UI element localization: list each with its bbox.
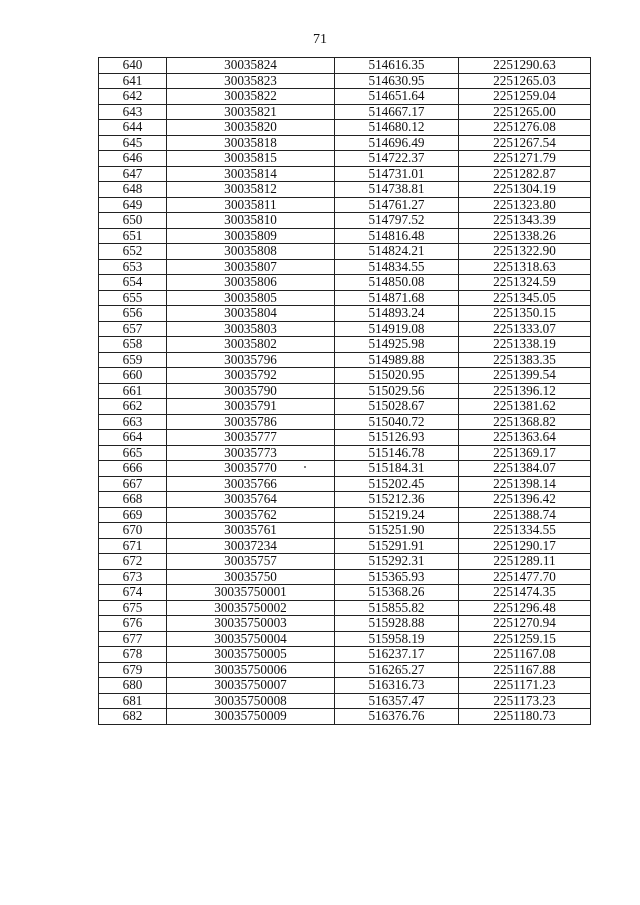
point-id-cell: 30035806 xyxy=(167,275,335,291)
row-index-cell: 647 xyxy=(99,166,167,182)
row-index-cell: 674 xyxy=(99,585,167,601)
table-row xyxy=(99,600,591,616)
y-coordinate-cell: 2251265.03 xyxy=(459,73,591,89)
point-id-cell: 30035802 xyxy=(167,337,335,353)
row-index-cell: 667 xyxy=(99,476,167,492)
point-id-cell: 30035766 xyxy=(167,476,335,492)
point-id-cell: 30035786 xyxy=(167,414,335,430)
y-coordinate-cell: 2251276.08 xyxy=(459,120,591,136)
x-coordinate-cell: 514989.88 xyxy=(335,352,459,368)
row-index-cell: 641 xyxy=(99,73,167,89)
x-coordinate-cell: 515040.72 xyxy=(335,414,459,430)
y-coordinate-cell: 2251381.62 xyxy=(459,399,591,415)
table-row xyxy=(99,492,591,508)
y-coordinate-cell: 2251369.17 xyxy=(459,445,591,461)
y-coordinate-cell: 2251323.80 xyxy=(459,197,591,213)
point-id-cell: 30035808 xyxy=(167,244,335,260)
y-coordinate-cell: 2251265.00 xyxy=(459,104,591,120)
point-id-cell: 30035796 xyxy=(167,352,335,368)
y-coordinate-cell: 2251338.26 xyxy=(459,228,591,244)
y-coordinate-cell: 2251343.39 xyxy=(459,213,591,229)
row-index-cell: 651 xyxy=(99,228,167,244)
x-coordinate-cell: 514696.49 xyxy=(335,135,459,151)
table-row xyxy=(99,197,591,213)
x-coordinate-cell: 515365.93 xyxy=(335,569,459,585)
table-row xyxy=(99,73,591,89)
row-index-cell: 659 xyxy=(99,352,167,368)
table-row xyxy=(99,554,591,570)
x-coordinate-cell: 514761.27 xyxy=(335,197,459,213)
point-id-cell: 30035824 xyxy=(167,58,335,74)
table-row xyxy=(99,647,591,663)
x-coordinate-cell: 516265.27 xyxy=(335,662,459,678)
x-coordinate-cell: 514680.12 xyxy=(335,120,459,136)
x-coordinate-cell: 516376.76 xyxy=(335,709,459,725)
y-coordinate-cell: 2251271.79 xyxy=(459,151,591,167)
row-index-cell: 675 xyxy=(99,600,167,616)
point-id-cell: 30035812 xyxy=(167,182,335,198)
table-row xyxy=(99,414,591,430)
point-id-cell: 30035750001 xyxy=(167,585,335,601)
y-coordinate-cell: 2251333.07 xyxy=(459,321,591,337)
table-row xyxy=(99,213,591,229)
table-row xyxy=(99,151,591,167)
row-index-cell: 680 xyxy=(99,678,167,694)
point-id-cell: 30035807 xyxy=(167,259,335,275)
x-coordinate-cell: 515291.91 xyxy=(335,538,459,554)
y-coordinate-cell: 2251388.74 xyxy=(459,507,591,523)
y-coordinate-cell: 2251296.48 xyxy=(459,600,591,616)
row-index-cell: 658 xyxy=(99,337,167,353)
y-coordinate-cell: 2251173.23 xyxy=(459,693,591,709)
x-coordinate-cell: 514816.48 xyxy=(335,228,459,244)
row-index-cell: 671 xyxy=(99,538,167,554)
y-coordinate-cell: 2251304.19 xyxy=(459,182,591,198)
x-coordinate-cell: 515928.88 xyxy=(335,616,459,632)
point-id-cell: 30035814 xyxy=(167,166,335,182)
table-row xyxy=(99,135,591,151)
table-row xyxy=(99,58,591,74)
table-row xyxy=(99,383,591,399)
row-index-cell: 660 xyxy=(99,368,167,384)
table-row xyxy=(99,182,591,198)
x-coordinate-cell: 514630.95 xyxy=(335,73,459,89)
point-id-cell: 30035764 xyxy=(167,492,335,508)
y-coordinate-cell: 2251398.14 xyxy=(459,476,591,492)
page-number: 71 xyxy=(313,32,327,47)
x-coordinate-cell: 514797.52 xyxy=(335,213,459,229)
table-row xyxy=(99,166,591,182)
table-row xyxy=(99,321,591,337)
x-coordinate-cell: 515126.93 xyxy=(335,430,459,446)
point-id-cell: 30035790 xyxy=(167,383,335,399)
y-coordinate-cell: 2251396.12 xyxy=(459,383,591,399)
y-coordinate-cell: 2251338.19 xyxy=(459,337,591,353)
table-row xyxy=(99,120,591,136)
table-row xyxy=(99,89,591,105)
table-row xyxy=(99,631,591,647)
x-coordinate-cell: 514824.21 xyxy=(335,244,459,260)
x-coordinate-cell: 515219.24 xyxy=(335,507,459,523)
row-index-cell: 673 xyxy=(99,569,167,585)
point-id-cell: 30035773 xyxy=(167,445,335,461)
table-row xyxy=(99,337,591,353)
y-coordinate-cell: 2251259.15 xyxy=(459,631,591,647)
y-coordinate-cell: 2251474.35 xyxy=(459,585,591,601)
point-id-cell: 30035750006 xyxy=(167,662,335,678)
point-id-cell: 30035762 xyxy=(167,507,335,523)
point-id-cell: 30035791 xyxy=(167,399,335,415)
y-coordinate-cell: 2251282.87 xyxy=(459,166,591,182)
row-index-cell: 649 xyxy=(99,197,167,213)
row-index-cell: 652 xyxy=(99,244,167,260)
row-index-cell: 656 xyxy=(99,306,167,322)
point-id-cell: 30035810 xyxy=(167,213,335,229)
row-index-cell: 650 xyxy=(99,213,167,229)
x-coordinate-cell: 516316.73 xyxy=(335,678,459,694)
table-row xyxy=(99,275,591,291)
x-coordinate-cell: 514893.24 xyxy=(335,306,459,322)
x-coordinate-cell: 515292.31 xyxy=(335,554,459,570)
table-row xyxy=(99,244,591,260)
scan-speck xyxy=(304,466,306,468)
table-row xyxy=(99,104,591,120)
point-id-cell: 30035750009 xyxy=(167,709,335,725)
x-coordinate-cell: 514667.17 xyxy=(335,104,459,120)
y-coordinate-cell: 2251396.42 xyxy=(459,492,591,508)
point-id-cell: 30035811 xyxy=(167,197,335,213)
x-coordinate-cell: 516237.17 xyxy=(335,647,459,663)
x-coordinate-cell: 515212.36 xyxy=(335,492,459,508)
row-index-cell: 669 xyxy=(99,507,167,523)
y-coordinate-cell: 2251290.63 xyxy=(459,58,591,74)
y-coordinate-cell: 2251350.15 xyxy=(459,306,591,322)
x-coordinate-cell: 514731.01 xyxy=(335,166,459,182)
point-id-cell: 30035750007 xyxy=(167,678,335,694)
table-row xyxy=(99,507,591,523)
point-id-cell: 30035815 xyxy=(167,151,335,167)
y-coordinate-cell: 2251345.05 xyxy=(459,290,591,306)
y-coordinate-cell: 2251167.08 xyxy=(459,647,591,663)
table-row xyxy=(99,569,591,585)
y-coordinate-cell: 2251270.94 xyxy=(459,616,591,632)
table-row xyxy=(99,523,591,539)
table-row xyxy=(99,352,591,368)
row-index-cell: 642 xyxy=(99,89,167,105)
table-row xyxy=(99,662,591,678)
row-index-cell: 676 xyxy=(99,616,167,632)
point-id-cell: 30035750008 xyxy=(167,693,335,709)
x-coordinate-cell: 514722.37 xyxy=(335,151,459,167)
x-coordinate-cell: 514919.08 xyxy=(335,321,459,337)
y-coordinate-cell: 2251399.54 xyxy=(459,368,591,384)
coordinates-table xyxy=(98,57,591,725)
y-coordinate-cell: 2251167.88 xyxy=(459,662,591,678)
row-index-cell: 670 xyxy=(99,523,167,539)
x-coordinate-cell: 515146.78 xyxy=(335,445,459,461)
row-index-cell: 666 xyxy=(99,461,167,477)
x-coordinate-cell: 515020.95 xyxy=(335,368,459,384)
point-id-cell: 30035818 xyxy=(167,135,335,151)
table-row xyxy=(99,476,591,492)
row-index-cell: 681 xyxy=(99,693,167,709)
row-index-cell: 665 xyxy=(99,445,167,461)
y-coordinate-cell: 2251180.73 xyxy=(459,709,591,725)
y-coordinate-cell: 2251171.23 xyxy=(459,678,591,694)
row-index-cell: 657 xyxy=(99,321,167,337)
row-index-cell: 645 xyxy=(99,135,167,151)
x-coordinate-cell: 514834.55 xyxy=(335,259,459,275)
table-row xyxy=(99,306,591,322)
row-index-cell: 661 xyxy=(99,383,167,399)
y-coordinate-cell: 2251322.90 xyxy=(459,244,591,260)
point-id-cell: 30035821 xyxy=(167,104,335,120)
row-index-cell: 677 xyxy=(99,631,167,647)
x-coordinate-cell: 515029.56 xyxy=(335,383,459,399)
point-id-cell: 30035804 xyxy=(167,306,335,322)
x-coordinate-cell: 515202.45 xyxy=(335,476,459,492)
x-coordinate-cell: 515368.26 xyxy=(335,585,459,601)
x-coordinate-cell: 515855.82 xyxy=(335,600,459,616)
point-id-cell: 30035750 xyxy=(167,569,335,585)
y-coordinate-cell: 2251324.59 xyxy=(459,275,591,291)
x-coordinate-cell: 514871.68 xyxy=(335,290,459,306)
point-id-cell: 30035822 xyxy=(167,89,335,105)
y-coordinate-cell: 2251383.35 xyxy=(459,352,591,368)
row-index-cell: 682 xyxy=(99,709,167,725)
point-id-cell: 30035823 xyxy=(167,73,335,89)
table-row xyxy=(99,538,591,554)
point-id-cell: 30035809 xyxy=(167,228,335,244)
table-row xyxy=(99,678,591,694)
row-index-cell: 654 xyxy=(99,275,167,291)
row-index-cell: 672 xyxy=(99,554,167,570)
row-index-cell: 664 xyxy=(99,430,167,446)
y-coordinate-cell: 2251267.54 xyxy=(459,135,591,151)
point-id-cell: 30035803 xyxy=(167,321,335,337)
row-index-cell: 640 xyxy=(99,58,167,74)
x-coordinate-cell: 515958.19 xyxy=(335,631,459,647)
x-coordinate-cell: 514925.98 xyxy=(335,337,459,353)
point-id-cell: 30035770 xyxy=(167,461,335,477)
table-row xyxy=(99,399,591,415)
row-index-cell: 678 xyxy=(99,647,167,663)
table-row xyxy=(99,693,591,709)
point-id-cell: 30035777 xyxy=(167,430,335,446)
point-id-cell: 30035757 xyxy=(167,554,335,570)
x-coordinate-cell: 515251.90 xyxy=(335,523,459,539)
row-index-cell: 648 xyxy=(99,182,167,198)
point-id-cell: 30035750003 xyxy=(167,616,335,632)
point-id-cell: 30035792 xyxy=(167,368,335,384)
x-coordinate-cell: 514850.08 xyxy=(335,275,459,291)
row-index-cell: 643 xyxy=(99,104,167,120)
y-coordinate-cell: 2251477.70 xyxy=(459,569,591,585)
point-id-cell: 30035805 xyxy=(167,290,335,306)
point-id-cell: 30037234 xyxy=(167,538,335,554)
row-index-cell: 653 xyxy=(99,259,167,275)
x-coordinate-cell: 514616.35 xyxy=(335,58,459,74)
row-index-cell: 662 xyxy=(99,399,167,415)
coordinates-table-body xyxy=(99,58,591,725)
point-id-cell: 30035761 xyxy=(167,523,335,539)
row-index-cell: 663 xyxy=(99,414,167,430)
table-row xyxy=(99,368,591,384)
x-coordinate-cell: 514651.64 xyxy=(335,89,459,105)
point-id-cell: 30035820 xyxy=(167,120,335,136)
y-coordinate-cell: 2251259.04 xyxy=(459,89,591,105)
table-row xyxy=(99,585,591,601)
row-index-cell: 646 xyxy=(99,151,167,167)
y-coordinate-cell: 2251384.07 xyxy=(459,461,591,477)
x-coordinate-cell: 515184.31 xyxy=(335,461,459,477)
x-coordinate-cell: 515028.67 xyxy=(335,399,459,415)
row-index-cell: 668 xyxy=(99,492,167,508)
table-row xyxy=(99,259,591,275)
y-coordinate-cell: 2251334.55 xyxy=(459,523,591,539)
row-index-cell: 655 xyxy=(99,290,167,306)
x-coordinate-cell: 516357.47 xyxy=(335,693,459,709)
point-id-cell: 30035750004 xyxy=(167,631,335,647)
table-row xyxy=(99,461,591,477)
point-id-cell: 30035750002 xyxy=(167,600,335,616)
y-coordinate-cell: 2251290.17 xyxy=(459,538,591,554)
x-coordinate-cell: 514738.81 xyxy=(335,182,459,198)
table-row xyxy=(99,445,591,461)
y-coordinate-cell: 2251289.11 xyxy=(459,554,591,570)
table-row xyxy=(99,709,591,725)
table-row xyxy=(99,430,591,446)
row-index-cell: 644 xyxy=(99,120,167,136)
table-row xyxy=(99,228,591,244)
y-coordinate-cell: 2251363.64 xyxy=(459,430,591,446)
row-index-cell: 679 xyxy=(99,662,167,678)
point-id-cell: 30035750005 xyxy=(167,647,335,663)
table-row xyxy=(99,290,591,306)
y-coordinate-cell: 2251318.63 xyxy=(459,259,591,275)
y-coordinate-cell: 2251368.82 xyxy=(459,414,591,430)
table-row xyxy=(99,616,591,632)
